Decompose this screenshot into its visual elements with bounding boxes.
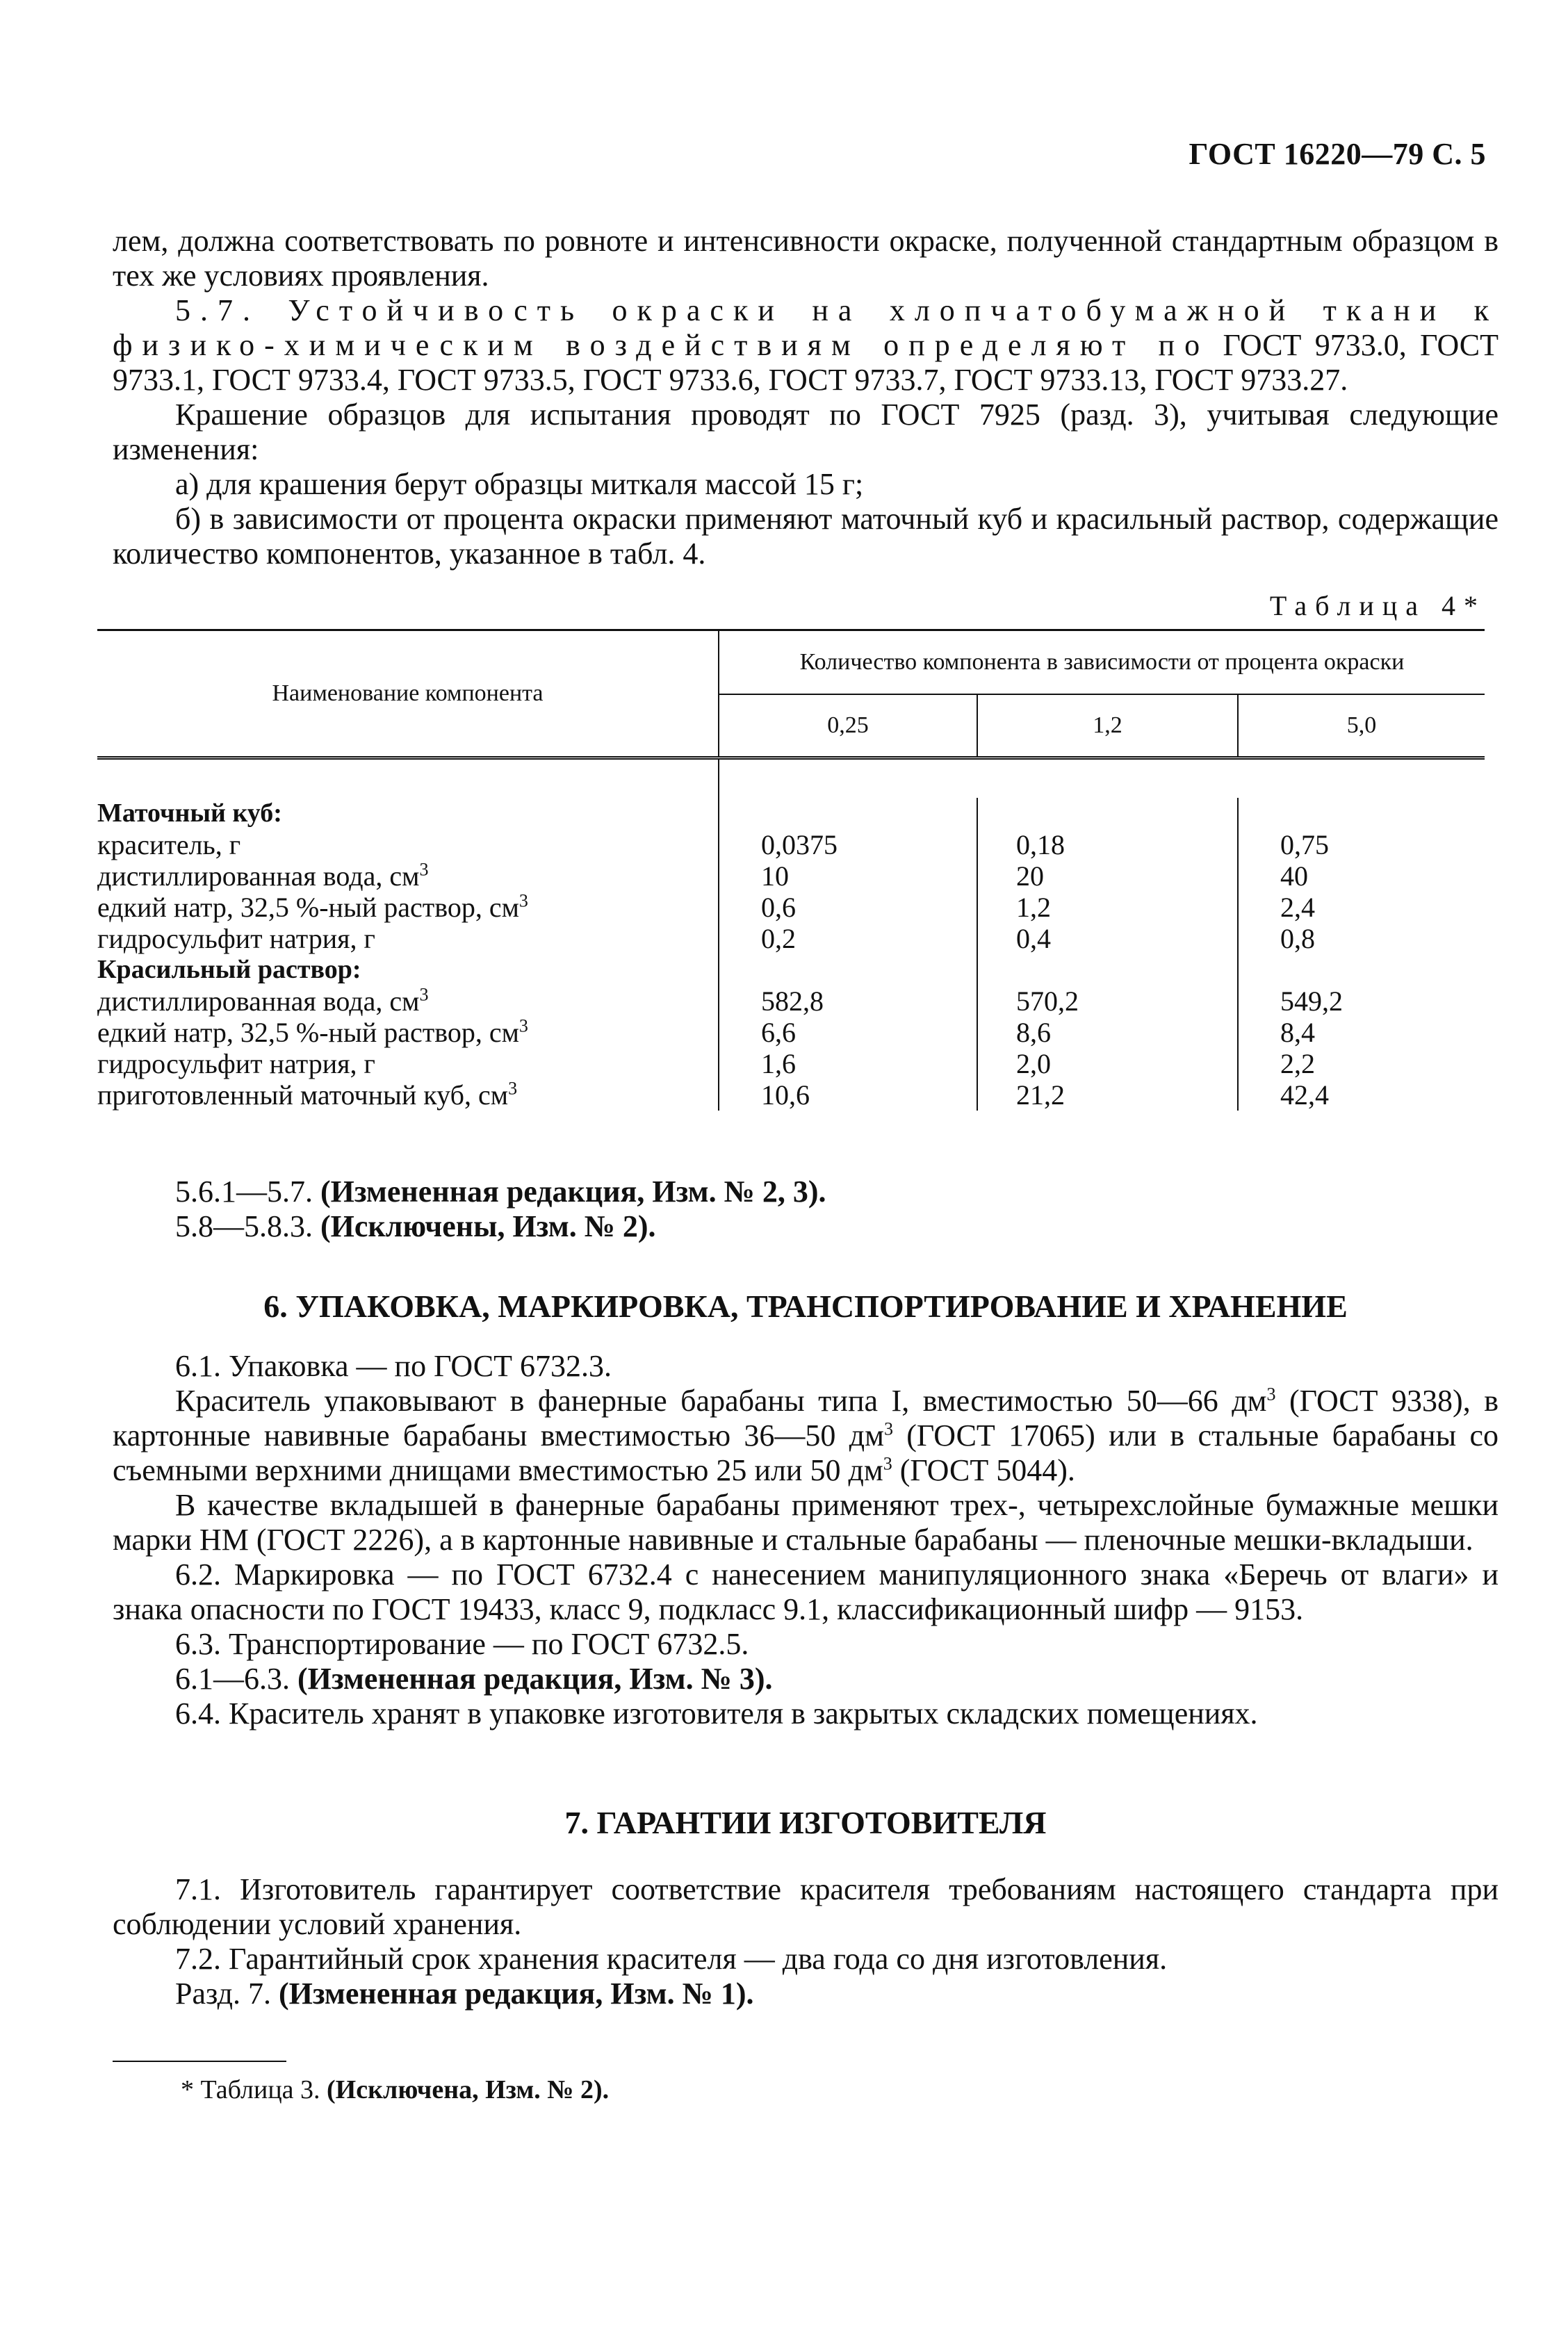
table-cell-value: 0,0375 [719,829,977,860]
table-row [97,892,1485,923]
amendment-note: (Измененная редакция, Изм. № 1). [278,1977,754,2011]
table-row [97,1048,1485,1079]
section-6 [113,1289,1498,1731]
table-row-name [97,829,719,860]
footnote-text: * Таблица 3. [181,2075,320,2104]
footnote [181,2075,609,2105]
table-header-col-3: 5,0 [1238,694,1485,758]
table-row [97,985,1485,1017]
table-cell-value: 8,4 [1280,1017,1315,1048]
table-row-name [97,1048,719,1079]
paragraph-6-1-packaging [113,1384,1498,1488]
table-cell-value: 0,4 [977,923,1238,954]
table-header-col-2: 1,2 [977,694,1238,758]
paragraph-top: лем, должна соответствовать по ровноте и интенсивности окраске, полученной стандартным образцом в тех же условиях проявления. [113,224,1498,293]
paragraph-a: а) для крашения берут образцы миткаля массой 15 г; [175,467,864,501]
amendment-5-6-1 [113,1175,1498,1209]
table-cell-value: 10,6 [719,1079,977,1111]
footnote-divider [113,2061,286,2062]
table-caption: Таблица 4* [1269,590,1486,621]
superscript: 3 [1266,1384,1276,1405]
table-cell-value: 8,6 [977,1017,1238,1048]
superscript: 3 [883,1418,893,1439]
table-row-name [97,923,719,954]
table-cell-value: 2,0 [977,1048,1238,1079]
table-cell-value: 0,75 [1280,829,1329,860]
table-header-name: Наименование компонента [97,630,719,758]
table-cell-value: 6,6 [719,1017,977,1048]
paragraph-6-2: 6.2. Маркировка — по ГОСТ 6732.4 с нанесением манипуляционного знака «Беречь от влаги» и знака опасности по ГОСТ 19433, класс 9, подкласс 9.1, классификационный шифр — 9153. [113,1557,1498,1626]
amendment-number: 6.1—6.3. [175,1662,290,1696]
table-header-group: Количество компонента в зависимости от процента окраски [719,630,1485,695]
table-cell-value: 1,6 [719,1048,977,1079]
table-row [97,923,1485,954]
table-row-name [97,860,719,892]
text-run: (ГОСТ 9338), в картонные навивные барабаны вместимостью 36—50 дм [113,1384,1498,1453]
text-run: Краситель упаковывают в фанерные барабаны типа I, вместимостью 50—66 дм [175,1384,1267,1418]
table-group-label: Маточный куб: [97,798,719,829]
unit-superscript: 3 [508,1078,518,1099]
component-name: гидросульфит натрия, г [97,1048,375,1079]
unit-superscript: 3 [419,859,429,880]
section-7 [113,1806,1498,2011]
table-cell-value: 2,4 [1280,892,1315,923]
superscript: 3 [883,1453,892,1474]
paragraph-7-1: 7.1. Изготовитель гарантирует соответствие красителя требованиям настоящего стандарта при соблюдении условий хранения. [113,1872,1498,1941]
section-7-title: 7. ГАРАНТИИ ИЗГОТОВИТЕЛЯ [564,1805,1047,1840]
table-cell-value: 42,4 [1280,1079,1329,1111]
paragraph-7-2: 7.2. Гарантийный срок хранения красителя — два года со дня изготовления. [175,1942,1168,1976]
component-name: едкий натр, 32,5 %-ный раствор, см [97,892,519,923]
component-name: едкий натр, 32,5 %-ный раствор, см [97,1017,519,1048]
amendment-number: Разд. 7. [175,1977,271,2011]
table-row-name [97,1079,719,1111]
component-name: гидросульфит натрия, г [97,923,375,954]
table-cell-value: 549,2 [1280,985,1343,1017]
table-cell-value: 20 [977,860,1238,892]
table-body [97,798,1485,1111]
footnote-note: (Исключена, Изм. № 2). [327,2075,610,2104]
component-name: дистиллированная вода, см [97,985,420,1017]
paragraph-dyeing: Крашение образцов для испытания проводят по ГОСТ 7925 (разд. 3), учитывая следующие изменения: [113,398,1498,466]
paragraph-6-4: 6.4. Краситель хранят в упаковке изготовителя в закрытых складских помещениях. [175,1696,1258,1731]
unit-superscript: 3 [518,1015,528,1036]
paragraph-b: б) в зависимости от процента окраски применяют маточный куб и красильный раствор, содержащие количество компонентов, указанное в табл. 4. [113,502,1498,571]
amendment-note: (Измененная редакция, Изм. № 3). [297,1662,773,1696]
table-cell-value: 2,2 [1280,1048,1315,1079]
unit-superscript: 3 [518,890,528,911]
table-group-row [97,798,1485,829]
amendment-5-8 [113,1209,1498,1244]
table-group-row [97,954,1485,985]
amendment-7 [113,1977,1498,2011]
table-cell-value: 21,2 [977,1079,1238,1111]
amendment-note: (Исключены, Изм. № 2). [320,1209,656,1243]
text-run: (ГОСТ 17065) или в стальные барабаны со съемными верхними днищами вместимостью 25 или 50 дм [113,1418,1498,1487]
table-cell-value: 0,6 [719,892,977,923]
page-header: ГОСТ 16220—79 С. 5 [1189,137,1486,171]
table-row [97,829,1485,860]
unit-superscript: 3 [419,984,429,1005]
section-6-title: 6. УПАКОВКА, МАРКИРОВКА, ТРАНСПОРТИРОВАНИЕ И ХРАНЕНИЕ [263,1288,1348,1324]
table-cell-value: 582,8 [719,985,977,1017]
table-cell-value: 1,2 [977,892,1238,923]
table-row-name [97,1017,719,1048]
table-header-col-1: 0,25 [719,694,977,758]
table-4 [97,629,1485,1111]
table-cell-value: 570,2 [977,985,1238,1017]
table-cell-value: 0,18 [977,829,1238,860]
amendments-5 [113,1175,1498,1244]
amendment-number: 5.6.1—5.7. [175,1175,313,1209]
paragraph-6-1: 6.1. Упаковка — по ГОСТ 6732.3. [175,1349,612,1383]
table-cell-value: 40 [1280,860,1308,892]
table-row-name [97,892,719,923]
table-cell-value: 10 [719,860,977,892]
table-group-label: Красильный раствор: [97,954,719,985]
paragraph-5-7-standards: ГОСТ 9733.0, ГОСТ 9733.1, ГОСТ 9733.4, ГОСТ 9733.5, ГОСТ 9733.6, ГОСТ 9733.7, ГОСТ 9733.13, ГОСТ 9733.27. [113,328,1499,397]
text-run: (ГОСТ 5044). [892,1453,1075,1487]
paragraph-6-3: 6.3. Транспортирование — по ГОСТ 6732.5. [175,1627,749,1661]
table-row [97,1079,1485,1111]
table-row [97,860,1485,892]
table-row-name [97,985,719,1017]
amendment-number: 5.8—5.8.3. [175,1209,313,1243]
paragraph-6-1-liners: В качестве вкладышей в фанерные барабаны применяют трех-, четырехслойные бумажные мешки марки НМ (ГОСТ 2226), а в картонные навивные и стальные барабаны — пленочные мешки-вкладыши. [113,1488,1498,1557]
table-cell-value: 0,8 [1280,923,1315,954]
component-name: приготовленный маточный куб, см [97,1079,509,1111]
paragraph-5-7 [113,293,1498,398]
table-row [97,1017,1485,1048]
amendment-6-1 [113,1662,1498,1696]
section-5-text [113,224,1498,571]
component-name: дистиллированная вода, см [97,860,420,892]
table-cell-value: 0,2 [719,923,977,954]
component-name: краситель, г [97,829,241,860]
paragraph-5-7-spaced: 5.7. Устойчивость окраски на хлопчатобумажной ткани к физико-химическим воздействиям определяют по [113,293,1498,362]
amendment-note: (Измененная редакция, Изм. № 2, 3). [320,1175,826,1209]
